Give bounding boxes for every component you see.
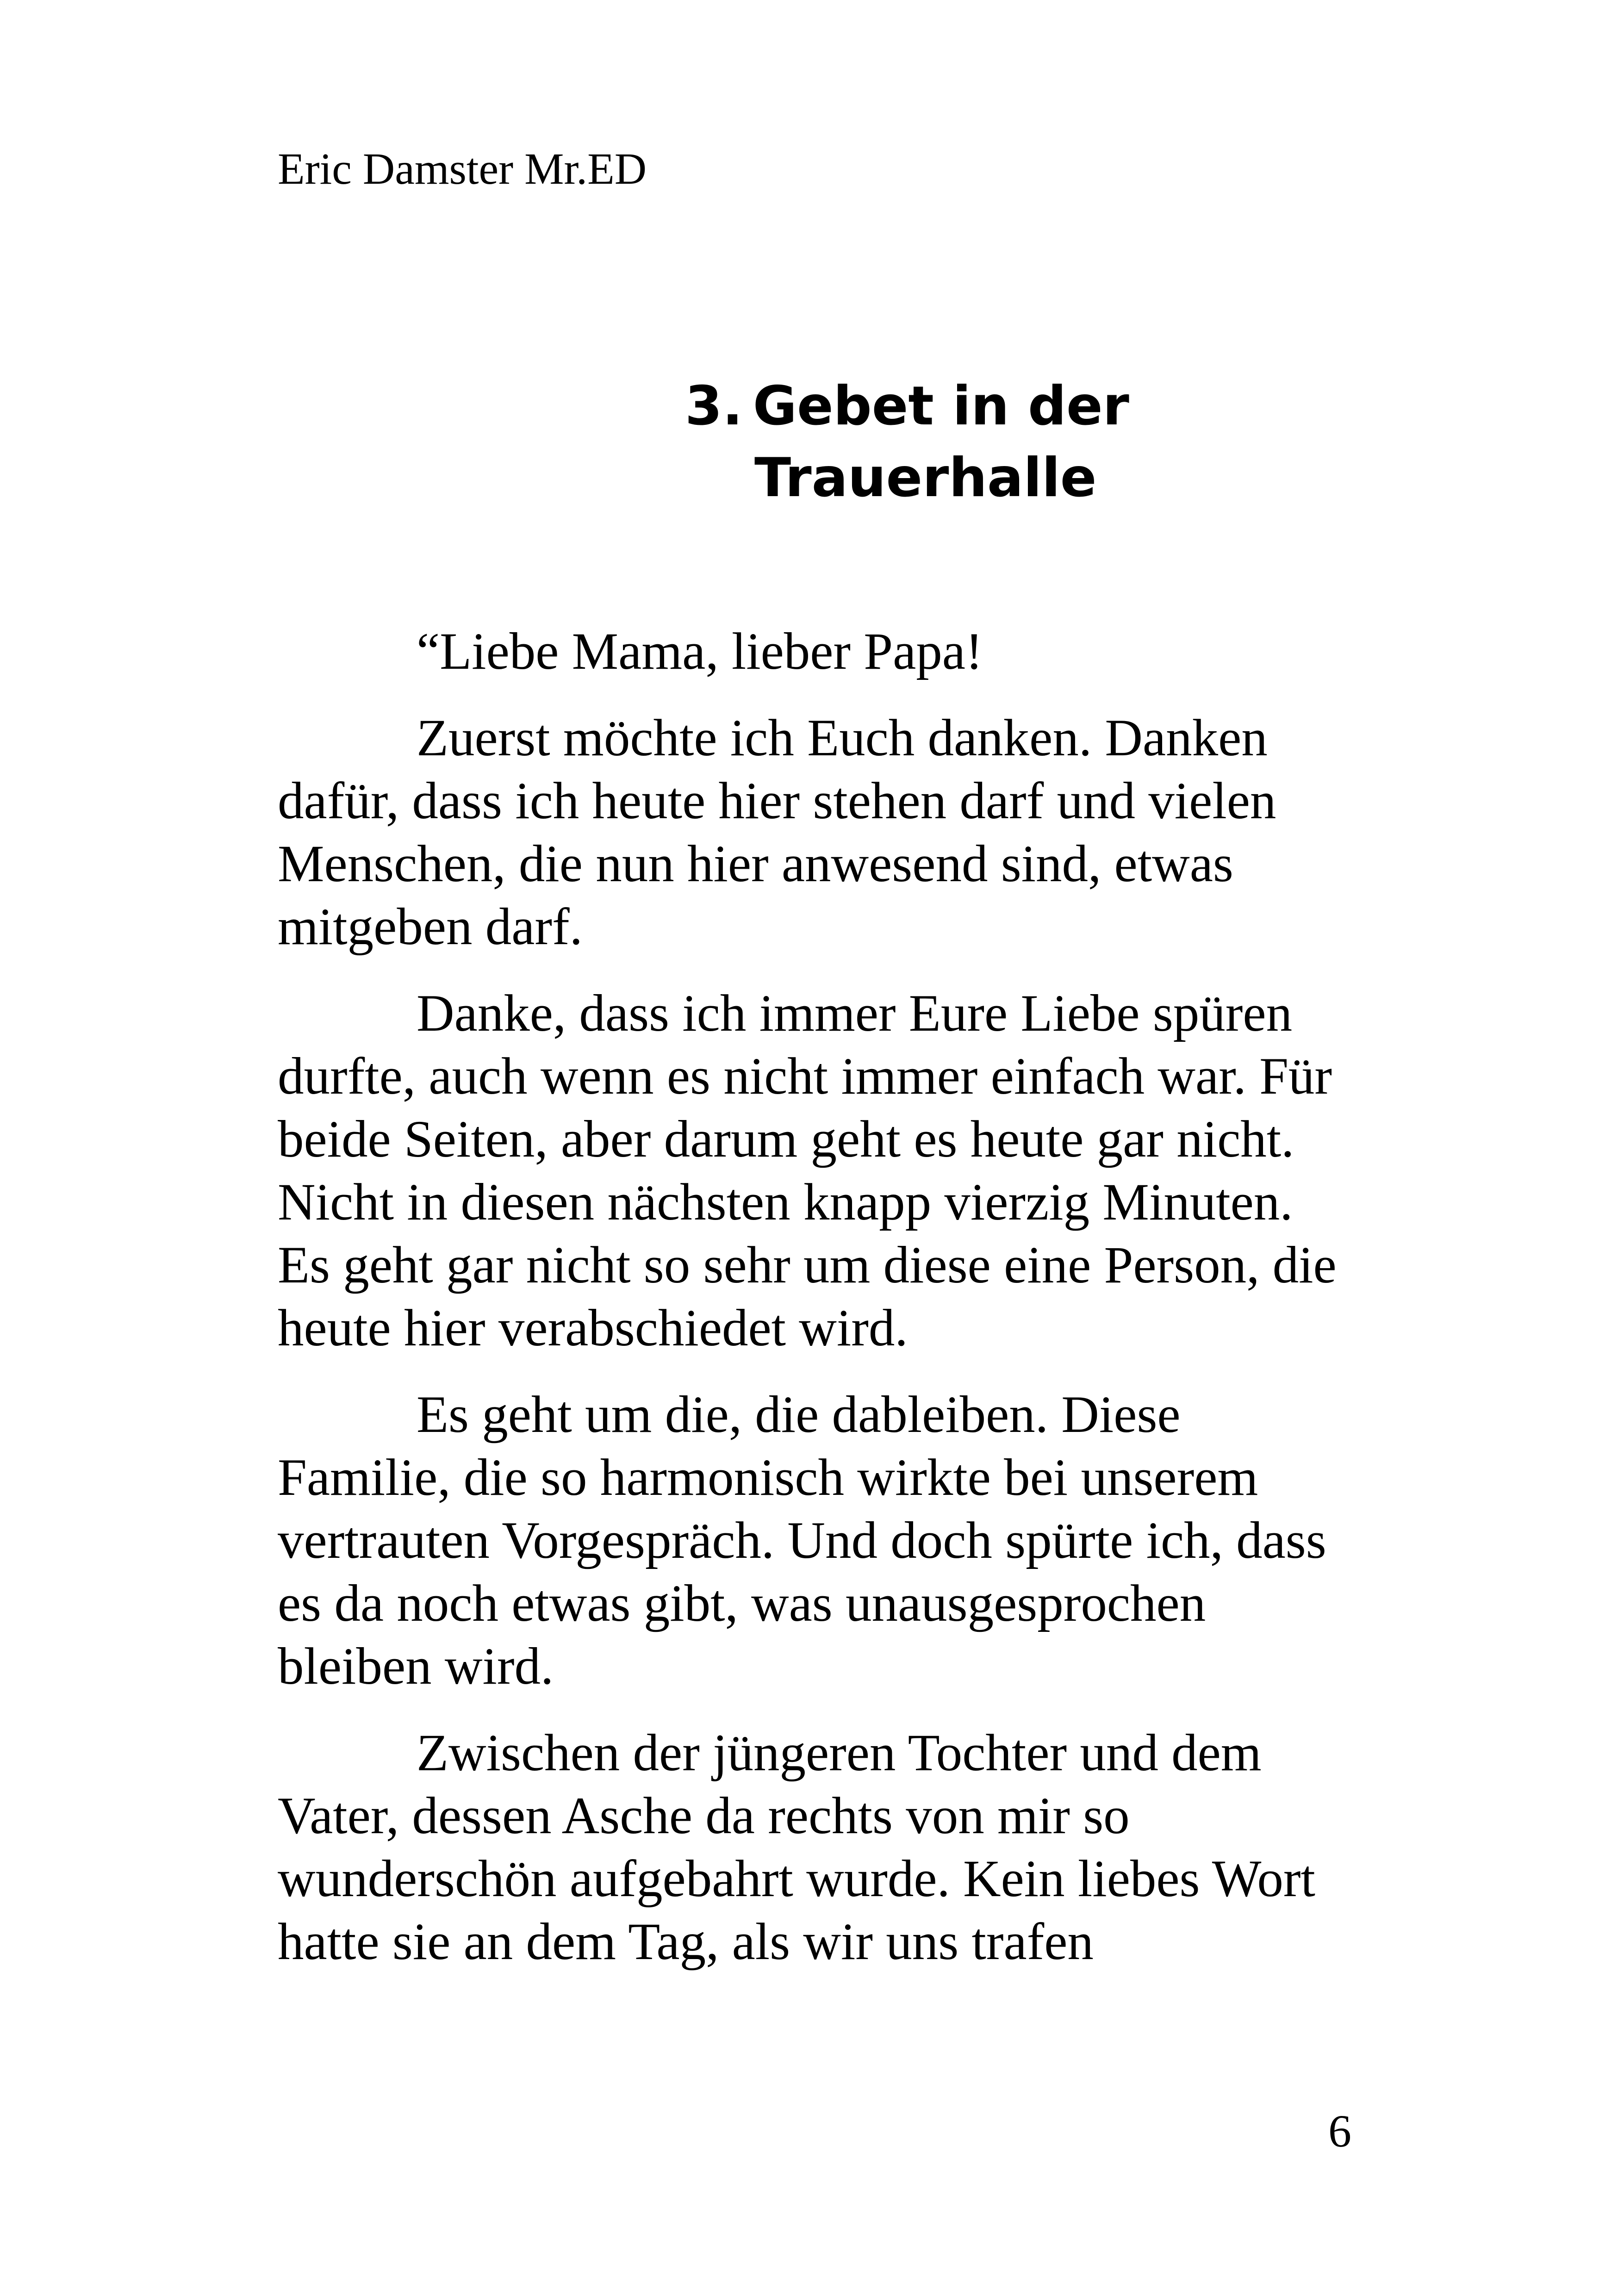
chapter-title-part-1: Gebet in der xyxy=(753,375,1129,437)
paragraph: Zuerst möchte ich Euch danken. Danken dafür, dass ich heute hier stehen darf und vielen Menschen, die nun hier anwesend sind, etwas mitgeben darf. xyxy=(278,709,1276,956)
body-text xyxy=(278,620,1342,1997)
chapter-title-part-2: Trauerhalle xyxy=(754,447,1097,509)
paragraph-greeting: “Liebe Mama, lieber Papa! xyxy=(417,622,983,680)
chapter-heading-line-1 xyxy=(685,370,1129,442)
paragraph: Zwischen der jüngeren Tochter und dem Vater, dessen Asche da rechts von mir so wunderschön aufgebahrt wurde. Kein liebes Wort hatte sie an dem Tag, als wir uns trafen xyxy=(278,1724,1315,1971)
page-number: 6 xyxy=(1328,2105,1351,2157)
paragraph: Es geht um die, die dableiben. Diese Familie, die so harmonisch wirkte bei unserem vertrauten Vorgespräch. Und doch spürte ich, dass es da noch etwas gibt, was unausgesprochen bleiben wird. xyxy=(278,1386,1326,1695)
paragraph: Danke, dass ich immer Eure Liebe spüren durfte, auch wenn es nicht immer einfach war. Für beide Seiten, aber darum geht es heute gar nicht. Nicht in diesen nächsten knapp vierzig Minuten. Es geht gar nicht so sehr um diese eine Person, die heute hier verabschiedet wird. xyxy=(278,984,1337,1357)
chapter-number: 3. xyxy=(685,375,743,437)
chapter-heading xyxy=(685,370,1129,514)
running-header-author: Eric Damster Mr.ED xyxy=(278,144,647,193)
